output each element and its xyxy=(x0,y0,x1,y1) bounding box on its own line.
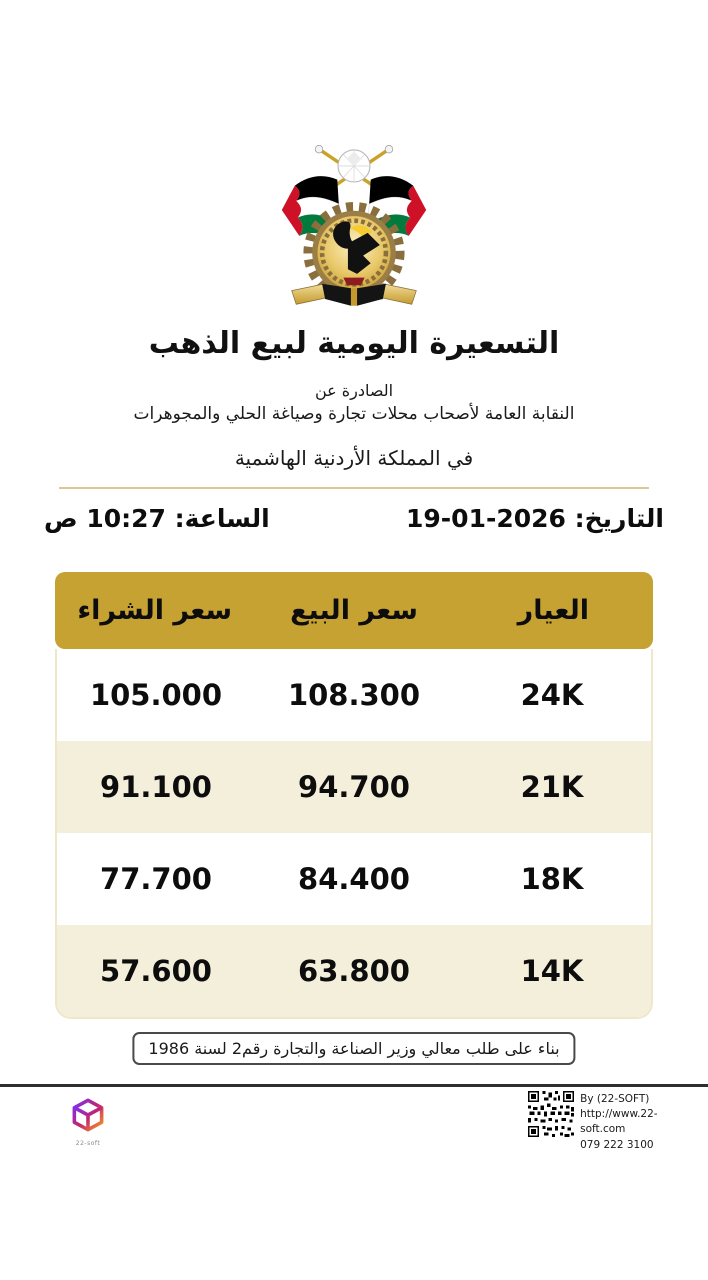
syndicate-name: النقابة العامة لأصحاب محلات تجارة وصياغة الحلي والمجوهرات xyxy=(133,404,575,424)
cell-buy-price: 77.700 xyxy=(100,862,212,896)
page-title: التسعيرة اليومية لبيع الذهب xyxy=(148,326,560,361)
table-header-row xyxy=(55,572,653,649)
header-cell-sell: سعر البيع xyxy=(290,595,418,626)
syndicate-emblem-icon xyxy=(278,140,430,315)
time-label: الساعة: xyxy=(174,504,270,533)
cell-karat: 18K xyxy=(520,862,584,896)
cell-sell-price: 108.300 xyxy=(287,678,421,712)
table-row xyxy=(57,833,651,925)
qr-contact-block xyxy=(528,1090,698,1153)
cell-buy-price: 57.600 xyxy=(100,954,212,988)
time-value: 10:27 ص xyxy=(44,504,166,533)
emblem-container xyxy=(0,140,708,319)
company-name: 22-soft xyxy=(75,1140,101,1147)
date-label: التاريخ: xyxy=(574,504,664,533)
table-row xyxy=(57,925,651,1017)
table-row xyxy=(57,649,651,741)
qr-url: http://www.22-soft.com xyxy=(580,1108,658,1136)
price-table xyxy=(55,572,653,1019)
cell-sell-price: 63.800 xyxy=(298,954,410,988)
ministry-note: بناء على طلب معالي وزير الصناعة والتجارة رقم2 لسنة 1986 xyxy=(132,1032,575,1065)
cell-karat: 21K xyxy=(520,770,584,804)
cell-karat: 24K xyxy=(520,678,584,712)
cell-buy-price: 105.000 xyxy=(89,678,223,712)
table-body xyxy=(55,649,653,1019)
qr-by-line: By (22-SOFT) xyxy=(580,1093,650,1105)
header-cell-buy: سعر الشراء xyxy=(77,595,233,626)
date-value: 19-01-2026 xyxy=(406,504,566,533)
header-cell-karat: العيار xyxy=(517,595,589,626)
company-cube-icon xyxy=(67,1094,109,1136)
cell-karat: 14K xyxy=(520,954,584,988)
cell-buy-price: 91.100 xyxy=(100,770,212,804)
time-group xyxy=(44,504,270,533)
bottom-divider xyxy=(0,1084,708,1087)
qr-code-icon xyxy=(528,1090,574,1138)
qr-contact-text xyxy=(580,1090,698,1153)
date-group xyxy=(406,504,664,533)
country-name: في المملكة الأردنية الهاشمية xyxy=(234,446,474,470)
gold-divider xyxy=(59,487,649,489)
cell-sell-price: 84.400 xyxy=(298,862,410,896)
cell-sell-price: 94.700 xyxy=(298,770,410,804)
company-logo-block xyxy=(60,1094,116,1147)
datetime-row xyxy=(44,504,664,533)
qr-phone: 079 222 3100 xyxy=(580,1138,654,1151)
issued-by-label: الصادرة عن xyxy=(314,381,394,400)
table-row xyxy=(57,741,651,833)
